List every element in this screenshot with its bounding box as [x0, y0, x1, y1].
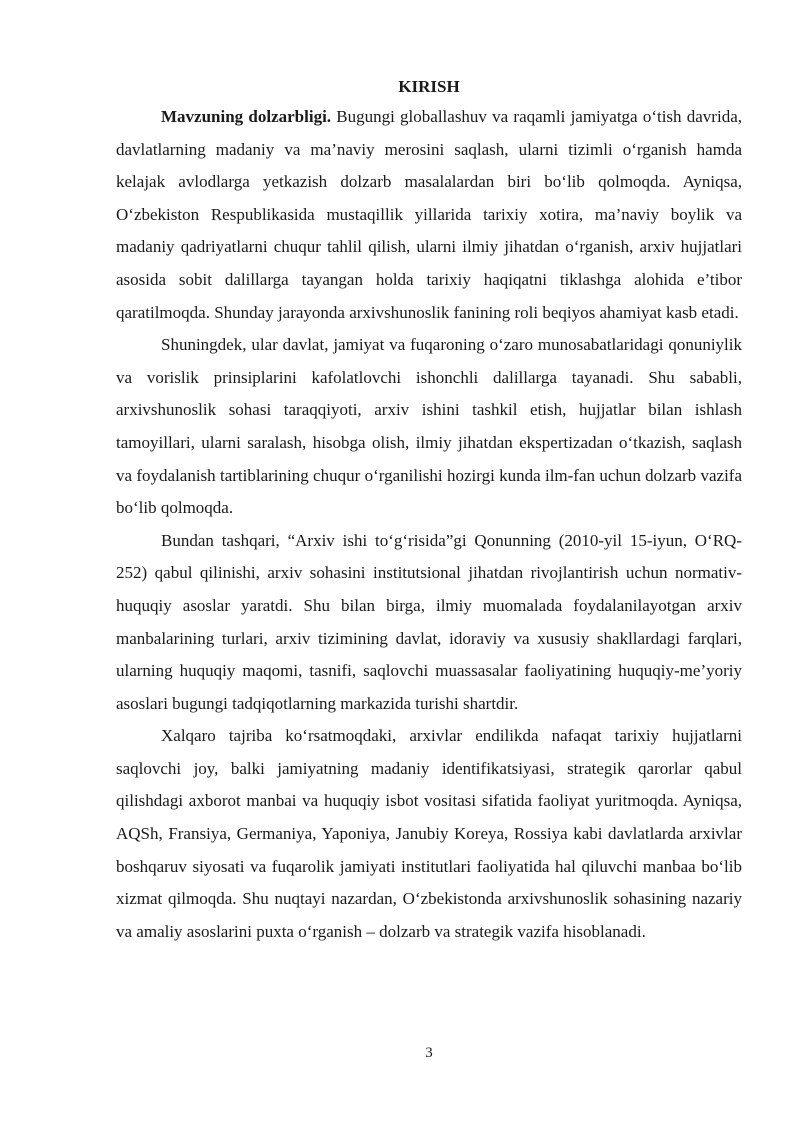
paragraph-principles: Shuningdek, ular davlat, jamiyat va fuqaroning o‘zaro munosabatlaridagi qonuniylik va vorislik prinsiplarini kafolatlovchi ishonchli dalillarga tayanadi. Shu sababli, arxivshunoslik sohasi taraqqiyoti, arxiv ishini tashkil etish, hujjatlar bilan ishlash tamoyillari, ularni saralash, hisobga olish, ilmiy jihatdan ekspertizadan o‘tkazish, saqlash va foydalanish tartiblarining chuqur o‘rganilishi hozirgi kunda ilm-fan uchun dolzarb vazifa bo‘lib qolmoqda.: [116, 335, 742, 518]
paragraph-relevance: [116, 101, 742, 329]
paragraph-lead: Mavzuning dolzarbligi.: [161, 107, 332, 126]
document-page: [116, 76, 742, 948]
paragraph-international: Xalqaro tajriba ko‘rsatmoqdaki, arxivlar endilikda nafaqat tarixiy hujjatlarni saqlovchi joy, balki jamiyatning madaniy identifikatsiyasi, strategik qarorlar qabul qilishdagi axborot manbai va huquqiy isbot vositasi sifatida faoliyat yuritmoqda. Ayniqsa, AQSh, Fransiya, Germaniya, Yaponiya, Janubiy Koreya, Rossiya kabi davlatlarda arxivlar boshqaruv siyosati va fuqarolik jamiyati institutlari faoliyatida hal qiluvchi manbaa bo‘lib xizmat qilmoqda. Shu nuqtayi nazardan, O‘zbekistonda arxivshunoslik sohasining nazariy va amaliy asoslarini puxta o‘rganish – dolzarb va strategik vazifa hisoblanadi.: [116, 726, 742, 941]
page-number: 3: [425, 1045, 433, 1061]
paragraph-text: Bugungi globallashuv va raqamli jamiyatga o‘tish davrida, davlatlarning madaniy va ma’naviy merosini saqlash, ularni tizimli o‘rganish hamda kelajak avlodlarga yetkazish dolzarb masalalardan biri bo‘lib qolmoqda. Ayniqsa, O‘zbekiston Respublikasida mustaqillik yillarida tarixiy xotira, ma’naviy boylik va madaniy qadriyatlarni chuqur tahlil qilish, ularni ilmiy jihatdan o‘rganish, arxiv hujjatlari asosida sobit dalillarga tayangan holda tarixiy haqiqatni tiklashga alohida e’tibor qaratilmoqda. Shunday jarayonda arxivshunoslik fanining roli beqiyos ahamiyat kasb etadi.: [116, 107, 742, 322]
paragraph-law: Bundan tashqari, “Arxiv ishi to‘g‘risida”gi Qonunning (2010-yil 15-iyun, O‘RQ-252) qabul qilinishi, arxiv sohasini institutsional jihatdan rivojlantirish uchun normativ-huquqiy asoslar yaratdi. Shu bilan birga, ilmiy muomalada foydalanilayotgan arxiv manbalarining turlari, arxiv tizimining davlat, idoraviy va xususiy shakllardagi farqlari, ularning huquqiy maqomi, tasnifi, saqlovchi muassasalar faoliyatining huquqiy-me’yoriy asoslari bugungi tadqiqotlarning markazida turishi shartdir.: [116, 530, 742, 713]
page-title: KIRISH: [398, 77, 460, 96]
